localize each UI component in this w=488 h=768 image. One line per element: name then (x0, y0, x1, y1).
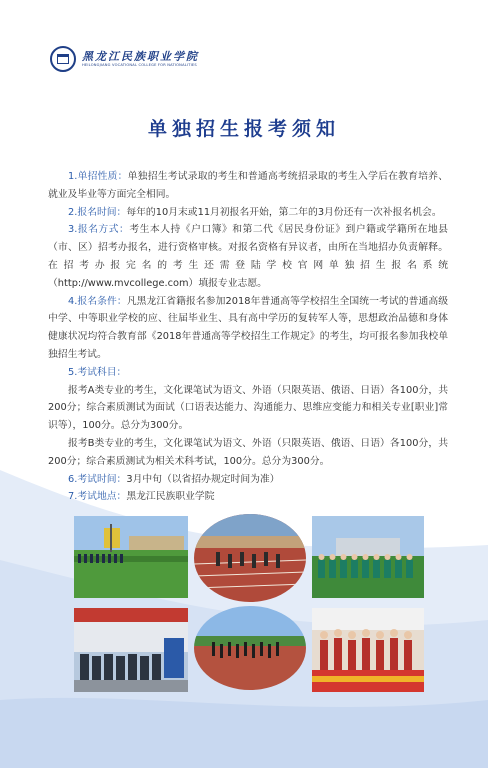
college-logo (50, 46, 199, 72)
section-2: 2.报名时间：每年的10月末或11月初报名开始，第二年的3月份还有一次补报名机会。 (68, 206, 442, 218)
photo-team-lineup (312, 516, 424, 598)
section-5-a: 报考A类专业的考生，文化课笔试为语文、外语（只限英语、俄语、日语）各100分，共200分；综合素质测试为面试（口语表达能力、沟通能力、思维应变能力和相关专业[职业]常识等），100分。总分为300分。 (48, 384, 448, 432)
photo-parade-field (74, 516, 188, 598)
section-7: 7.考试地点：黑龙江民族职业学院 (68, 491, 215, 503)
photo-award-ceremony (312, 608, 424, 692)
notice-body (48, 168, 448, 506)
logo-name-cn: 黑龙江民族职业学院 (82, 50, 199, 63)
section-5: 5.考试科目： (68, 366, 127, 378)
page-title: 单独招生报考须知 (147, 118, 340, 140)
photo-group-visit (74, 608, 188, 692)
section-3: 3.报名方式：考生本人持《户口簿》和第二代《居民身份证》到户籍或学籍所在地县（市、区）招考办报名，进行资格审核。对报名资格有异议者，由所在当地招办负责解释。在招考办报完名的考生还需登陆学校官网单独招生报名系统（http://www.mvcollege.com）填报专业志愿。 (48, 224, 448, 289)
section-4: 4.报名条件：凡黑龙江省籍报名参加2018年普通高等学校招生全国统一考试的普通高级中学、中等职业学校的应、往届毕业生、具有高中学历的复转军人等，思想政治品德和身体健康状况均符合教育部《2018年普通高等学校招生工作规定》的考生，均可报名参加我校单独招生考试。 (48, 295, 448, 360)
section-1: 1.单招性质：单独招生考试录取的考生和普通高考统招录取的考生入学后在教育培养、就业及毕业等方面完全相同。 (48, 171, 448, 200)
logo-name-en: HEILONGJIANG VOCATIONAL COLLEGE FOR NATIONALITIES (82, 63, 197, 67)
section-5-b: 报考B类专业的考生，文化课笔试为语文、外语（只限英语、俄语、日语）各100分，共200分；综合素质测试为相关术科考试，100分。总分为300分。 (48, 437, 448, 467)
college-seal-icon (50, 46, 76, 72)
photo-running-group (194, 606, 306, 690)
section-6: 6.考试时间：3月中旬（以省招办规定时间为准） (68, 473, 280, 485)
photo-track-race (194, 514, 306, 602)
